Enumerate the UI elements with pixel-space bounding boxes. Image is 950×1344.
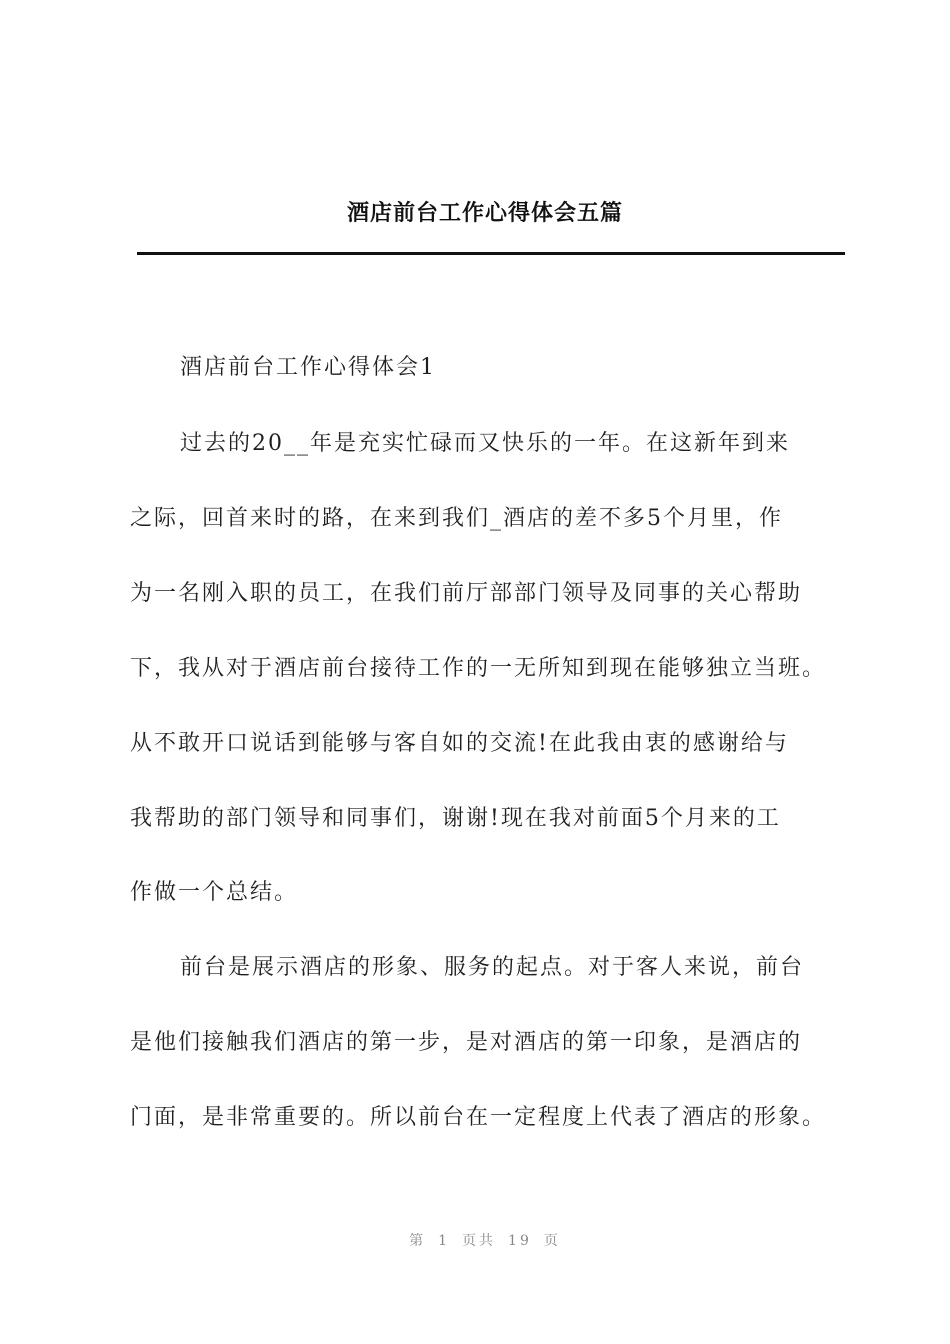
paragraph-line: 为一名刚入职的员工，在我们前厅部部门领导及同事的关心帮助 [130, 581, 803, 606]
paragraph-line: 下，我从对于酒店前台接待工作的一无所知到现在能够独立当班。 [130, 656, 827, 681]
footer-middle: 页共 [462, 1233, 497, 1249]
paragraph-line: 之际，回首来时的路，在来到我们_酒店的差不多5个月里，作 [130, 506, 783, 531]
paragraph-line: 从不敢开口说话到能够与客自如的交流!在此我由衷的感谢给与 [130, 731, 789, 756]
footer-prefix: 第 [409, 1233, 427, 1249]
section-heading: 酒店前台工作心得体会1 [180, 355, 436, 380]
paragraph-line: 是他们接触我们酒店的第一步，是对酒店的第一印象，是酒店的 [130, 1030, 803, 1055]
paragraph-line: 门面，是非常重要的。所以前台在一定程度上代表了酒店的形象。 [130, 1105, 827, 1130]
footer-total-pages: 19 [508, 1233, 532, 1249]
paragraph-line: 作做一个总结。 [130, 880, 299, 905]
footer-page-number: 1 [438, 1233, 451, 1249]
document-title: 酒店前台工作心得体会五篇 [346, 201, 623, 226]
footer-suffix: 页 [543, 1233, 561, 1249]
paragraph-line: 过去的20__年是充实忙碌而又快乐的一年。在这新年到来 [180, 431, 790, 456]
page-footer [0, 1230, 950, 1250]
paragraph-line: 我帮助的部门领导和同事们，谢谢!现在我对前面5个月来的工 [130, 806, 781, 831]
title-divider [137, 252, 845, 255]
paragraph-line: 前台是展示酒店的形象、服务的起点。对于客人来说，前台 [180, 955, 805, 980]
